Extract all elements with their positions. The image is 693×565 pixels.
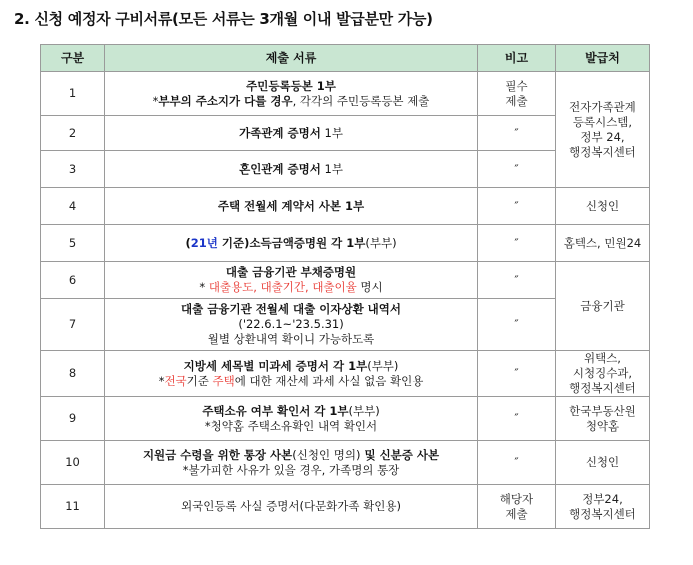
document-cell: 대출 금융기관 부채증명원 * 대출용도, 대출기간, 대출이율 명시 xyxy=(105,262,478,299)
table-row xyxy=(41,188,650,225)
row-number: 7 xyxy=(41,299,105,351)
document-cell: 가족관계 증명서 1부 xyxy=(105,116,478,151)
note-cell: ″ xyxy=(477,441,555,485)
issuer-cell: 홈텍스, 민원24 xyxy=(555,225,649,262)
table-row xyxy=(41,262,650,299)
note-cell: ″ xyxy=(477,397,555,441)
row-number: 8 xyxy=(41,351,105,397)
row-number: 1 xyxy=(41,72,105,116)
table-header-row xyxy=(41,45,650,72)
document-cell: 지방세 세목별 미과세 증명서 각 1부(부부) *전국기준 주택에 대한 재산세 과세 사실 없음 확인용 xyxy=(105,351,478,397)
issuer-cell: 신청인 xyxy=(555,441,649,485)
note-cell: ″ xyxy=(477,351,555,397)
document-cell: 주택소유 여부 확인서 각 1부(부부) *청약홈 주택소유확인 내역 확인서 xyxy=(105,397,478,441)
row-number: 6 xyxy=(41,262,105,299)
row-number: 10 xyxy=(41,441,105,485)
note-cell: ″ xyxy=(477,299,555,351)
note-cell: 필수 제출 xyxy=(477,72,555,116)
row-number: 5 xyxy=(41,225,105,262)
row-number: 9 xyxy=(41,397,105,441)
note-cell: ″ xyxy=(477,225,555,262)
documents-table xyxy=(40,44,650,529)
document-note: *부부의 주소지가 다를 경우, 각각의 주민등록등본 제출 xyxy=(152,93,430,108)
row-number: 4 xyxy=(41,188,105,225)
document-cell: (21년 기준)소득금액증명원 각 1부(부부) xyxy=(105,225,478,262)
issuer-cell: 정부24, 행정복지센터 xyxy=(555,485,649,529)
document-cell: 주택 전월세 계약서 사본 1부 xyxy=(105,188,478,225)
issuer-cell: 위택스, 시청징수과, 행정복지센터 xyxy=(555,351,649,397)
row-number: 3 xyxy=(41,151,105,188)
document-cell: 혼인관계 증명서 1부 xyxy=(105,151,478,188)
issuer-cell: 전자가족관계 등록시스템, 정부 24, 행정복지센터 xyxy=(555,72,649,188)
table-row xyxy=(41,441,650,485)
note-cell: 해당자 제출 xyxy=(477,485,555,529)
header-note: 비고 xyxy=(477,45,555,72)
document-cell: 대출 금융기관 전월세 대출 이자상환 내역서 ('22.6.1~'23.5.31) 월별 상환내역 확이니 가능하도록 xyxy=(105,299,478,351)
header-document: 제출 서류 xyxy=(105,45,478,72)
table-row xyxy=(41,72,650,116)
header-no: 구분 xyxy=(41,45,105,72)
table-row xyxy=(41,485,650,529)
document-cell: 외국인등록 사실 증명서(다문화가족 확인용) xyxy=(105,485,478,529)
issuer-cell: 금융기관 xyxy=(555,262,649,351)
issuer-cell: 한국부동산원 청약홈 xyxy=(555,397,649,441)
note-cell: ″ xyxy=(477,262,555,299)
note-cell: ″ xyxy=(477,151,555,188)
table-row xyxy=(41,397,650,441)
section-heading: 2. 신청 예정자 구비서류(모든 서류는 3개월 이내 발급분만 가능) xyxy=(14,10,433,28)
row-number: 11 xyxy=(41,485,105,529)
note-cell: ″ xyxy=(477,188,555,225)
document-cell xyxy=(105,72,478,116)
table-row xyxy=(41,225,650,262)
document-cell: 지원금 수령을 위한 통장 사본(신청인 명의) 및 신분증 사본 *불가피한 사유가 있을 경우, 가족명의 통장 xyxy=(105,441,478,485)
header-issuer: 발급처 xyxy=(555,45,649,72)
table-row xyxy=(41,351,650,397)
issuer-cell: 신청인 xyxy=(555,188,649,225)
row-number: 2 xyxy=(41,116,105,151)
note-cell: ″ xyxy=(477,116,555,151)
document-title: 주민등록등본 1부 xyxy=(246,78,336,93)
